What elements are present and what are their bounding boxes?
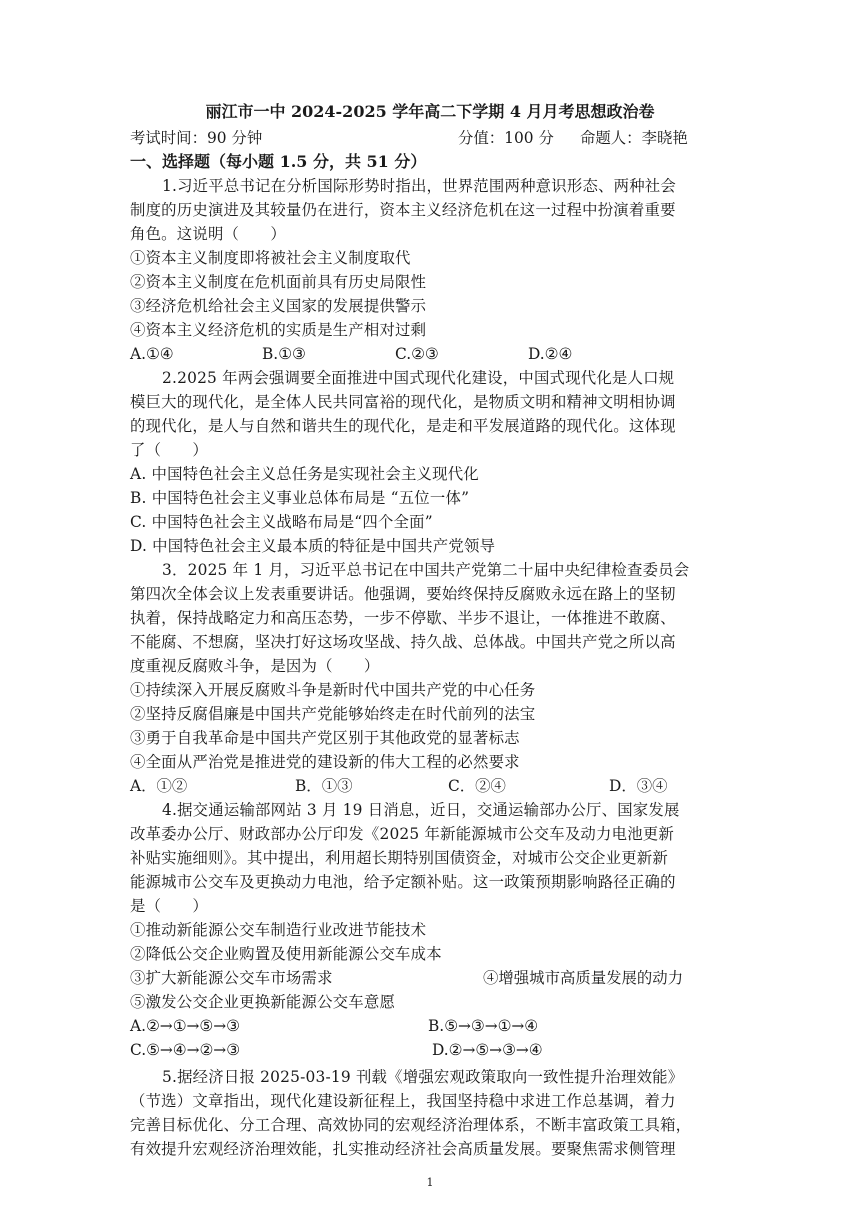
q3-stem-line: 第四次全体会议上发表重要讲话。他强调，要始终保持反腐败永远在路上的坚韧 bbox=[130, 585, 676, 603]
q1-stem-line: 角色。这说明（ ） bbox=[130, 225, 286, 243]
q1-stem-line: 制度的历史演进及其较量仍在进行，资本主义经济危机在这一过程中扮演着重要 bbox=[130, 201, 676, 219]
q5-stem-line: 完善目标优化、分工合理、高效协同的宏观经济治理体系，不断丰富政策工具箱， bbox=[130, 1116, 692, 1134]
q4-stem-line: 4.据交通运输部网站 3 月 19 日消息，近日，交通运输部办公厅、国家发展 bbox=[162, 801, 680, 819]
q1-statement: ①资本主义制度即将被社会主义制度取代 bbox=[130, 249, 411, 267]
q3-option-b: B．①③ bbox=[295, 777, 353, 795]
q1-statement: ②资本主义制度在危机面前具有历史局限性 bbox=[130, 273, 427, 291]
q1-option-a: A.①④ bbox=[130, 345, 174, 363]
q4-statement: ⑤激发公交企业更换新能源公交车意愿 bbox=[130, 993, 396, 1011]
q3-stem-line: 3．2025 年 1 月，习近平总书记在中国共产党第二十届中央纪律检查委员会 bbox=[162, 561, 690, 579]
exam-author: 命题人：李晓艳 bbox=[580, 129, 688, 147]
q2-option-d: D. 中国特色社会主义最本质的特征是中国共产党领导 bbox=[130, 537, 496, 555]
q3-option-a: A．①② bbox=[130, 777, 188, 795]
q4-option-c: C.⑤→④→②→③ bbox=[130, 1041, 240, 1059]
q4-option-d: D.②→⑤→③→④ bbox=[432, 1041, 543, 1059]
q3-statement: ④全面从严治党是推进党的建设新的伟大工程的必然要求 bbox=[130, 753, 520, 771]
q4-stem-line: 是（ ） bbox=[130, 897, 208, 915]
section-heading: 一、选择题（每小题 1.5 分，共 51 分） bbox=[130, 152, 427, 171]
q4-stem-line: 补贴实施细则》。其中提出，利用超长期特别国债资金，对城市公交企业更新新 bbox=[130, 849, 668, 867]
q4-statement: ③扩大新能源公交车市场需求 bbox=[130, 969, 333, 987]
q1-option-b: B.①③ bbox=[262, 345, 306, 363]
q2-stem-line: 的现代化，是人与自然和谐共生的现代化，是走和平发展道路的现代化。这体现 bbox=[130, 417, 676, 435]
exam-time: 考试时间：90 分钟 bbox=[130, 129, 263, 147]
q2-stem-line: 模巨大的现代化，是全体人民共同富裕的现代化，是物质文明和精神文明相协调 bbox=[130, 393, 676, 411]
q5-stem-line: 有效提升宏观经济治理效能，扎实推动经济社会高质量发展。要聚焦需求侧管理 bbox=[130, 1140, 676, 1158]
q3-statement: ②坚持反腐倡廉是中国共产党能够始终走在时代前列的法宝 bbox=[130, 705, 536, 723]
q3-stem-line: 度重视反腐败斗争，是因为（ ） bbox=[130, 657, 380, 675]
q3-option-d: D．③④ bbox=[609, 777, 668, 795]
q5-stem-line: （节选）文章指出，现代化建设新征程上，我国坚持稳中求进工作总基调，着力 bbox=[130, 1092, 676, 1110]
exam-score: 分值：100 分 bbox=[458, 129, 554, 147]
q2-stem-line: 2.2025 年两会强调要全面推进中国式现代化建设，中国式现代化是人口规 bbox=[162, 369, 675, 387]
q4-statement: ④增强城市高质量发展的动力 bbox=[483, 969, 684, 987]
q3-stem-line: 执着，保持战略定力和高压态势，一步不停歇、半步不退让，一体推进不敢腐、 bbox=[130, 609, 676, 627]
q3-statement: ①持续深入开展反腐败斗争是新时代中国共产党的中心任务 bbox=[130, 681, 536, 699]
q4-option-a: A.②→①→⑤→③ bbox=[130, 1017, 240, 1035]
q3-option-c: C．②④ bbox=[448, 777, 506, 795]
q2-option-a: A. 中国特色社会主义总任务是实现社会主义现代化 bbox=[130, 465, 479, 483]
q2-option-b: B. 中国特色社会主义事业总体布局是 “五位一体” bbox=[130, 489, 470, 507]
q1-statement: ③经济危机给社会主义国家的发展提供警示 bbox=[130, 297, 427, 315]
q4-statement: ①推动新能源公交车制造行业改进节能技术 bbox=[130, 921, 427, 939]
exam-title: 丽江市一中 2024-2025 学年高二下学期 4 月月考思想政治卷 bbox=[205, 102, 655, 121]
q4-stem-line: 改革委办公厅、财政部办公厅印发《2025 年新能源城市公交车及动力电池更新 bbox=[130, 825, 674, 843]
q1-option-d: D.②④ bbox=[528, 345, 573, 363]
q1-statement: ④资本主义经济危机的实质是生产相对过剩 bbox=[130, 321, 427, 339]
q2-stem-line: 了（ ） bbox=[130, 441, 208, 459]
q5-stem-line: 5.据经济日报 2025-03-19 刊载《增强宏观政策取向一致性提升治理效能》 bbox=[162, 1068, 684, 1086]
page-number: 1 bbox=[426, 1176, 434, 1189]
q4-stem-line: 能源城市公交车及更换动力电池，给予定额补贴。这一政策预期影响路径正确的 bbox=[130, 873, 676, 891]
q3-statement: ③勇于自我革命是中国共产党区别于其他政党的显著标志 bbox=[130, 729, 520, 747]
q2-option-c: C. 中国特色社会主义战略布局是“四个全面” bbox=[130, 513, 433, 531]
q1-option-c: C.②③ bbox=[395, 345, 439, 363]
q1-stem-line: 1.习近平总书记在分析国际形势时指出，世界范围两种意识形态、两种社会 bbox=[162, 177, 676, 195]
q4-option-b: B.⑤→③→①→④ bbox=[428, 1017, 539, 1035]
q3-stem-line: 不能腐、不想腐，坚决打好这场攻坚战、持久战、总体战。中国共产党之所以高 bbox=[130, 633, 676, 651]
q4-statement: ②降低公交企业购置及使用新能源公交车成本 bbox=[130, 945, 442, 963]
